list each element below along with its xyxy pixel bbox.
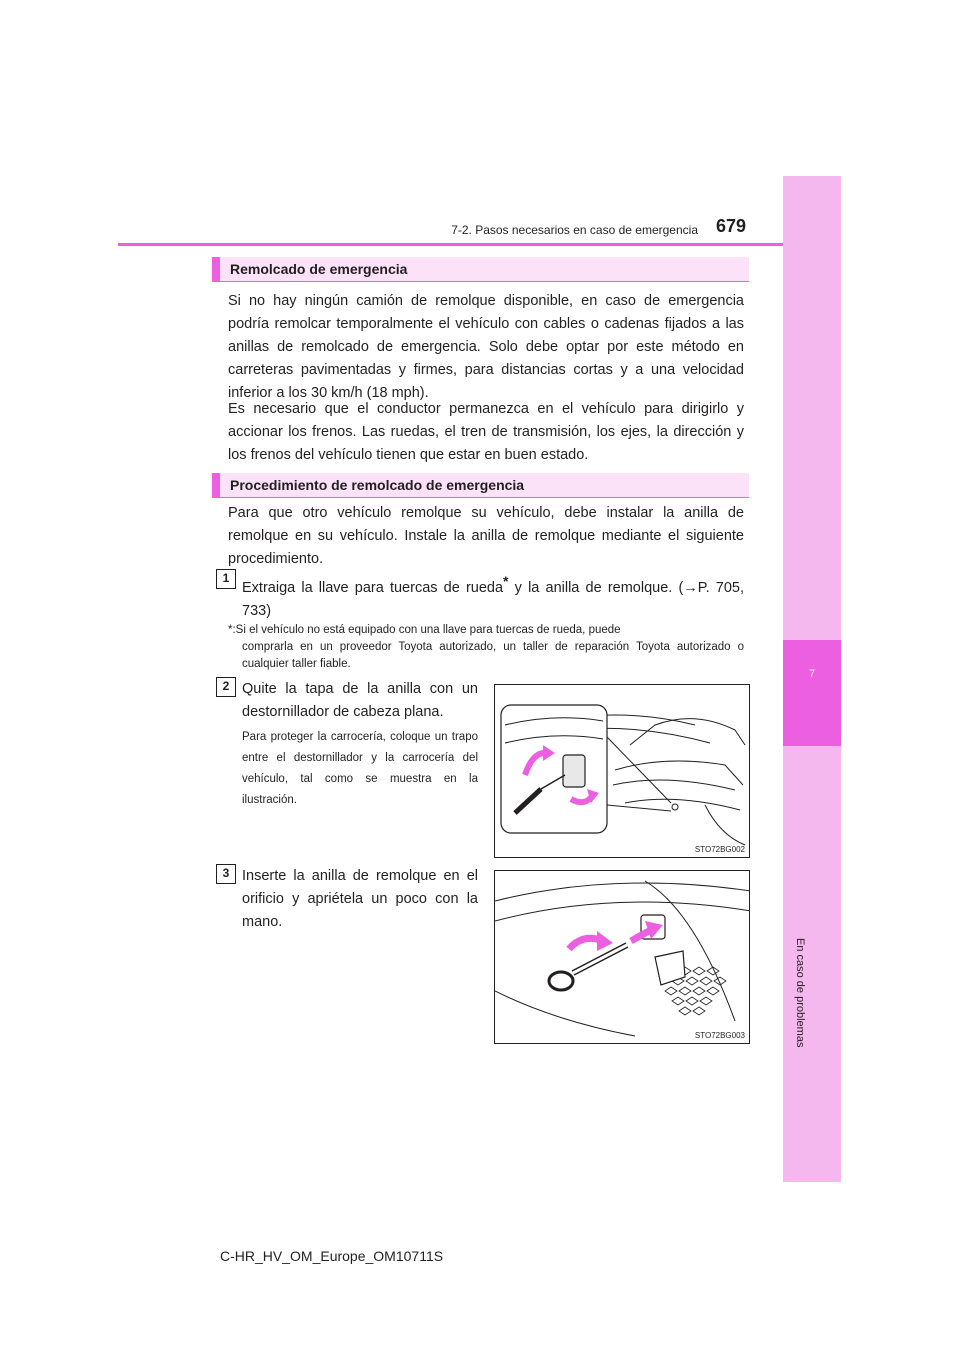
step-number-3: 3 <box>216 864 236 884</box>
chapter-side-tab-active <box>783 640 841 746</box>
paragraph-procedimiento-intro: Para que otro vehículo remolque su vehículo, debe instalar la anilla de remolque en su vehículo. Instale la anilla de remolque mediante el siguiente procedimiento. <box>228 505 744 567</box>
step-1-text-b: y la anilla de remolque. ( <box>508 579 684 596</box>
figure-insert-ring <box>494 870 750 1044</box>
chapter-number: 7 <box>808 668 816 680</box>
header-section-title: 7-2. Pasos necesarios en caso de emergencia <box>451 223 698 237</box>
step-1-text-a: Extraiga la llave para tuercas de rueda <box>242 579 504 596</box>
section-heading-remolcado <box>212 257 749 282</box>
step-text-2: Quite la tapa de la anilla con un destornillador de cabeza plana. <box>242 681 478 720</box>
footnote-first-line: *:Si el vehículo no está equipado con una llave para tuercas de rueda, puede <box>228 624 621 636</box>
footnote-asterisk: * <box>503 573 509 589</box>
step-number-1: 1 <box>216 569 236 589</box>
step-text-1 <box>242 570 744 623</box>
section-heading-procedimiento <box>212 473 749 498</box>
page-reference: P. 705, 733) <box>242 579 744 619</box>
figure-code: STO72BG003 <box>694 1031 745 1040</box>
step-2-note: Para proteger la carrocería, coloque un trapo entre el destornillador y la carrocería del vehículo, tal como se muestra en la ilustración. <box>242 731 478 806</box>
paragraph-remolcado-2: Es necesario que el conductor permanezca en el vehículo para dirigirlo y accionar los frenos. Las ruedas, el tren de transmisión, los ejes, la dirección y los frenos del vehículo tienen que estar en buen estado. <box>228 401 744 463</box>
header-rule <box>118 243 783 246</box>
illustration-insert-ring <box>495 871 750 1044</box>
section-heading-text: Remolcado de emergencia <box>230 261 408 277</box>
document-id: C-HR_HV_OM_Europe_OM10711S <box>220 1248 444 1264</box>
figure-code: STO72BG002 <box>694 845 745 854</box>
paragraph-remolcado-1: Si no hay ningún camión de remolque disponible, en caso de emergencia podría remolcar temporalmente el vehículo con cables o cadenas fijados a las anillas de remolcado de emergencia. Solo debe optar por este método en carreteras pavimentadas y firmes, para distancias cortas y a una velocidad inferior a los 30 km/h (18 mph). <box>228 293 744 401</box>
arrow-icon: → <box>683 579 698 596</box>
step-number-2: 2 <box>216 677 236 697</box>
chapter-title: En caso de problemas <box>794 938 806 1048</box>
footnote <box>228 622 744 673</box>
page-number: 679 <box>716 216 747 236</box>
footnote-continuation: comprarla en un proveedor Toyota autorizado, un taller de reparación Toyota autorizado o cualquier taller fiable. <box>242 641 744 670</box>
step-text-3: Inserte la anilla de remolque en el orificio y apriétela un poco con la mano. <box>242 868 478 930</box>
figure-remove-cap <box>494 684 750 858</box>
section-heading-text: Procedimiento de remolcado de emergencia <box>230 477 525 493</box>
illustration-remove-cap <box>495 685 750 858</box>
